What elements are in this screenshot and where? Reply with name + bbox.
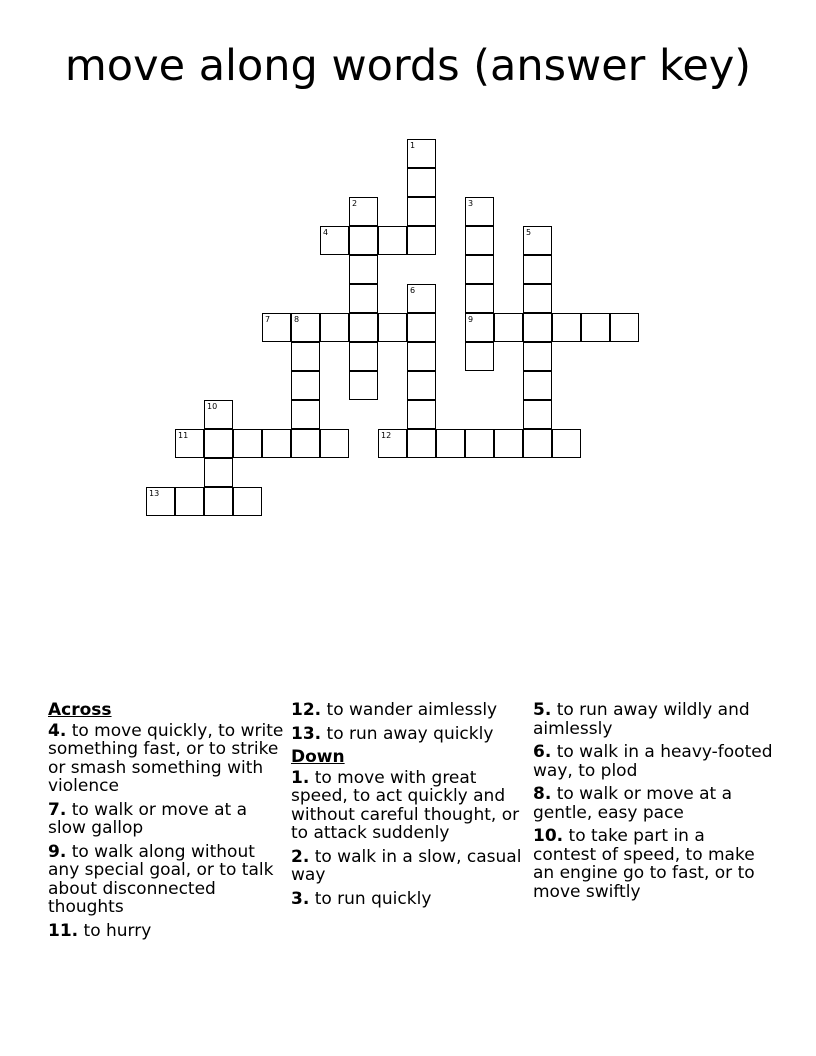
grid-cell[interactable] xyxy=(320,313,349,342)
grid-cell[interactable] xyxy=(407,197,436,226)
cell-number: 2 xyxy=(352,199,358,208)
grid-cell[interactable] xyxy=(523,226,552,255)
grid-cell[interactable] xyxy=(465,284,494,313)
cell-number: 1 xyxy=(410,141,416,150)
grid-cell[interactable] xyxy=(378,429,407,458)
clue-number: 12. xyxy=(291,700,322,720)
grid-cell[interactable] xyxy=(378,313,407,342)
grid-cell[interactable] xyxy=(349,342,378,371)
clue-across-9 xyxy=(48,843,288,917)
grid-cell[interactable] xyxy=(349,313,378,342)
grid-cell[interactable] xyxy=(349,255,378,284)
grid-cell[interactable] xyxy=(436,429,465,458)
grid-cell[interactable] xyxy=(494,429,523,458)
grid-cell[interactable] xyxy=(523,371,552,400)
clue-text: to hurry xyxy=(83,920,152,941)
cell-number: 7 xyxy=(265,315,271,324)
cell-number: 6 xyxy=(410,286,416,295)
grid-cell[interactable] xyxy=(407,226,436,255)
grid-cell[interactable] xyxy=(523,342,552,371)
grid-cell[interactable] xyxy=(465,313,494,342)
grid-cell[interactable] xyxy=(523,429,552,458)
cell-number: 9 xyxy=(468,315,474,324)
grid-cell[interactable] xyxy=(349,284,378,313)
clues-column-3 xyxy=(533,701,773,906)
clue-number: 6. xyxy=(533,742,552,762)
grid-cell[interactable] xyxy=(204,487,233,516)
grid-cell[interactable] xyxy=(523,284,552,313)
grid-cell[interactable] xyxy=(465,226,494,255)
clue-text: to move quickly, to write something fast, or to strike or smash something with violence xyxy=(48,720,284,796)
grid-cell[interactable] xyxy=(407,371,436,400)
clues-column-2 xyxy=(291,701,531,913)
cell-number: 10 xyxy=(207,402,218,411)
grid-cell[interactable] xyxy=(291,400,320,429)
grid-cell[interactable] xyxy=(465,197,494,226)
grid-cell[interactable] xyxy=(552,429,581,458)
grid-cell[interactable] xyxy=(523,313,552,342)
clue-number: 2. xyxy=(291,846,310,867)
grid-cell[interactable] xyxy=(175,429,204,458)
grid-cell[interactable] xyxy=(378,226,407,255)
grid-cell[interactable] xyxy=(291,371,320,400)
clue-text: to take part in a contest of speed, to make an engine go to fast, or to move swiftly xyxy=(533,826,755,902)
clue-text: to run away quickly xyxy=(326,723,494,744)
grid-cell[interactable] xyxy=(204,400,233,429)
clue-down-8 xyxy=(533,785,773,822)
grid-cell[interactable] xyxy=(320,226,349,255)
grid-cell[interactable] xyxy=(407,342,436,371)
clue-number: 3. xyxy=(291,888,310,909)
cell-number: 4 xyxy=(323,228,329,237)
cell-number: 3 xyxy=(468,199,474,208)
cell-number: 12 xyxy=(381,431,392,440)
clue-number: 11. xyxy=(48,920,79,941)
clue-down-1 xyxy=(291,769,531,843)
clue-across-4 xyxy=(48,722,288,796)
clue-across-12 xyxy=(291,701,531,720)
clue-text: to walk or move at a gentle, easy pace xyxy=(533,784,733,823)
grid-cell[interactable] xyxy=(581,313,610,342)
clue-number: 10. xyxy=(533,826,564,846)
grid-cell[interactable] xyxy=(262,313,291,342)
clue-text: to walk in a heavy-footed way, to plod xyxy=(533,742,773,781)
grid-cell[interactable] xyxy=(523,255,552,284)
clue-number: 9. xyxy=(48,841,67,862)
grid-cell[interactable] xyxy=(465,429,494,458)
grid-cell[interactable] xyxy=(262,429,291,458)
clue-text: to walk in a slow, casual way xyxy=(291,846,522,885)
grid-cell[interactable] xyxy=(465,255,494,284)
clue-text: to run quickly xyxy=(314,888,432,909)
clue-text: to wander aimlessly xyxy=(326,700,498,720)
grid-cell[interactable] xyxy=(407,139,436,168)
clue-across-7 xyxy=(48,801,288,838)
clue-down-3 xyxy=(291,890,531,909)
clue-number: 1. xyxy=(291,767,310,788)
grid-cell[interactable] xyxy=(610,313,639,342)
down-heading: Down xyxy=(291,747,345,767)
grid-cell[interactable] xyxy=(146,487,175,516)
grid-cell[interactable] xyxy=(349,197,378,226)
across-heading: Across xyxy=(48,700,112,720)
page-title: move along words (answer key) xyxy=(64,41,752,91)
grid-cell[interactable] xyxy=(552,313,581,342)
cell-number: 5 xyxy=(526,228,532,237)
grid-cell[interactable] xyxy=(204,429,233,458)
grid-cell[interactable] xyxy=(233,487,262,516)
clue-down-5 xyxy=(533,701,773,738)
grid-cell[interactable] xyxy=(175,487,204,516)
grid-cell[interactable] xyxy=(349,371,378,400)
clue-text: to walk or move at a slow gallop xyxy=(48,799,248,838)
grid-cell[interactable] xyxy=(494,313,523,342)
grid-cell[interactable] xyxy=(291,313,320,342)
cell-number: 11 xyxy=(178,431,189,440)
clue-down-2 xyxy=(291,848,531,885)
clue-number: 8. xyxy=(533,784,552,804)
grid-cell[interactable] xyxy=(233,429,262,458)
clue-across-11 xyxy=(48,922,288,941)
clues-column-1 xyxy=(48,701,288,945)
grid-cell[interactable] xyxy=(523,400,552,429)
grid-cell[interactable] xyxy=(407,168,436,197)
grid-cell[interactable] xyxy=(407,429,436,458)
clue-down-10 xyxy=(533,827,773,901)
clue-down-6 xyxy=(533,743,773,780)
grid-cell[interactable] xyxy=(407,400,436,429)
grid-cell[interactable] xyxy=(407,284,436,313)
clue-number: 7. xyxy=(48,799,67,820)
grid-cell[interactable] xyxy=(465,342,494,371)
clue-number: 5. xyxy=(533,700,552,720)
grid-cell[interactable] xyxy=(349,226,378,255)
clue-number: 13. xyxy=(291,723,322,744)
grid-cell[interactable] xyxy=(320,429,349,458)
grid-cell[interactable] xyxy=(204,458,233,487)
grid-cell[interactable] xyxy=(291,342,320,371)
clue-number: 4. xyxy=(48,720,67,741)
clue-text: to walk along without any special goal, or to talk about disconnected thoughts xyxy=(48,841,274,917)
clue-across-13 xyxy=(291,725,531,744)
clue-text: to run away wildly and aimlessly xyxy=(533,700,750,739)
cell-number: 8 xyxy=(294,315,300,324)
grid-cell[interactable] xyxy=(407,313,436,342)
cell-number: 13 xyxy=(149,489,160,498)
grid-cell[interactable] xyxy=(291,429,320,458)
clue-text: to move with great speed, to act quickly and without careful thought, or to attack suddenly xyxy=(291,767,520,843)
